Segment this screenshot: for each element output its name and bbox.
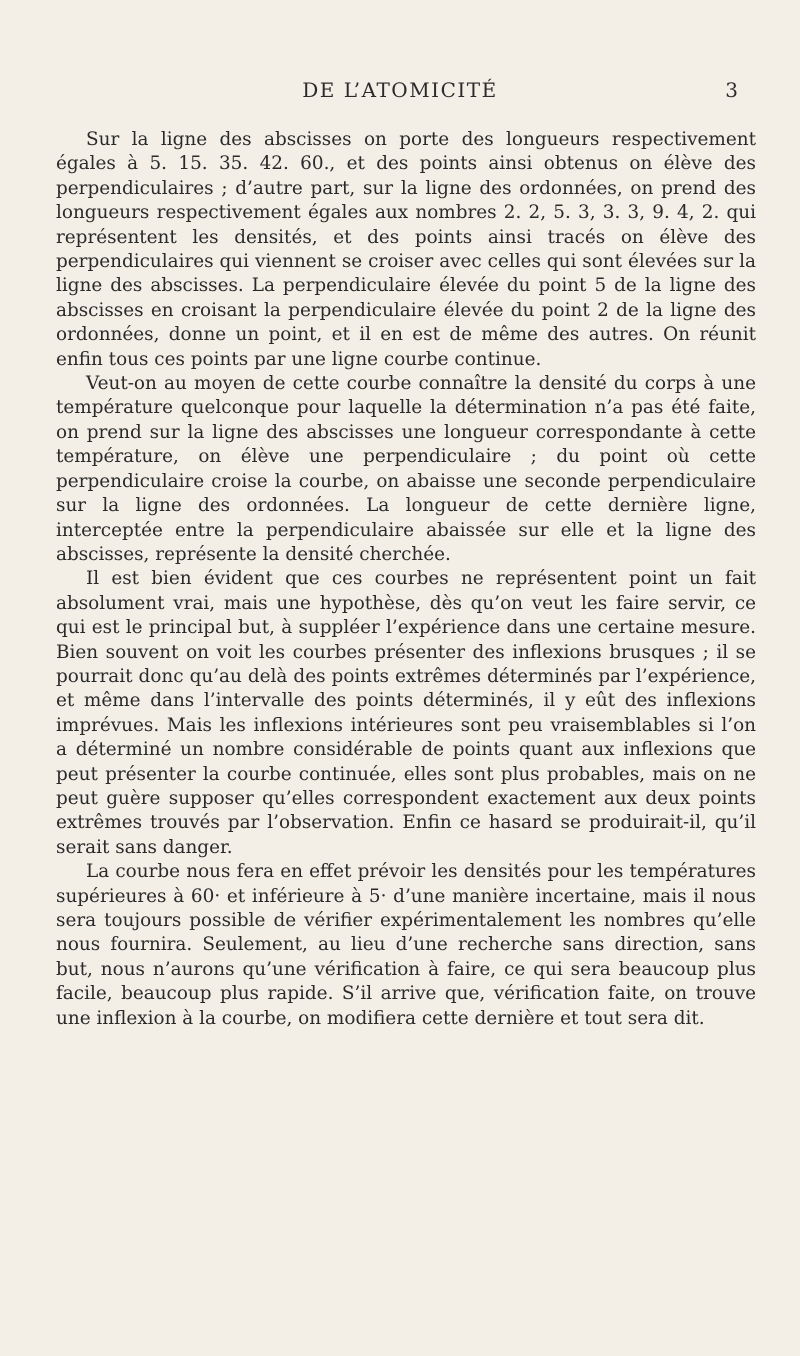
- page-header: [0, 78, 800, 108]
- running-title: DE L’ATOMICITÉ: [302, 78, 498, 102]
- paragraph-3: Il est bien évident que ces courbes ne représentent point un fait absolument vrai, mais une hypothèse, dès qu’on veut les faire servir, ce qui est le principal but, à suppléer l’expérience dans une certaine mesure. Bien souvent on voit les courbes présenter des inflexions brusques ; il se pourrait donc qu’au delà des points extrêmes déterminés par l’expérience, et même dans l’intervalle des points déterminés, il y eût des inflexions imprévues. Mais les inflexions intérieures sont peu vraisemblables si l’on a déterminé un nombre considérable de points quant aux inflexions que peut présenter la courbe continuée, elles sont plus probables, mais on ne peut guère supposer qu’elles correspondent exactement aux deux points extrêmes trouvés par l’observation. Enfin ce hasard se produirait-il, qu’il serait sans danger.: [56, 568, 756, 858]
- page-number: 3: [725, 78, 738, 102]
- paragraph-1: Sur la ligne des abscisses on porte des longueurs respectivement égales à 5. 15. 35. 42. 60., et des points ainsi obtenus on élève des perpendiculaires ; d’autre part, sur la ligne des ordonnées, on prend des longueurs respectivement égales aux nombres 2. 2, 5. 3, 3. 3, 9. 4, 2. qui représentent les densités, et des points ainsi tracés on élève des perpendiculaires qui viennent se croiser avec celles qui sont élevées sur la ligne des abscisses. La perpendiculaire élevée du point 5 de la ligne des abscisses en croisant la perpendiculaire élevée du point 2 de la ligne des ordonnées, donne un point, et il en est de même des autres. On réunit enfin tous ces points par une ligne courbe continue.: [56, 129, 756, 370]
- body-text: [56, 128, 756, 1031]
- paragraph-2: Veut-on au moyen de cette courbe connaître la densité du corps à une température quelconque pour laquelle la détermination n’a pas été faite, on prend sur la ligne des abscisses une longueur correspondante à cette température, on élève une perpendiculaire ; du point où cette perpendiculaire croise la courbe, on abaisse une seconde perpendiculaire sur la ligne des ordonnées. La longueur de cette dernière ligne, interceptée entre la perpendiculaire abaissée sur elle et la ligne des abscisses, représente la densité cherchée.: [56, 373, 756, 565]
- paragraph-4: La courbe nous fera en effet prévoir les densités pour les températures supérieures à 60· et inférieure à 5· d’une manière incertaine, mais il nous sera toujours possible de vérifier expérimentalement les nombres qu’elle nous fournira. Seulement, au lieu d’une recherche sans direction, sans but, nous n’aurons qu’une vérification à faire, ce qui sera beaucoup plus facile, beaucoup plus rapide. S’il arrive que, vérification faite, on trouve une inflexion à la courbe, on modifiera cette dernière et tout sera dit.: [56, 861, 756, 1029]
